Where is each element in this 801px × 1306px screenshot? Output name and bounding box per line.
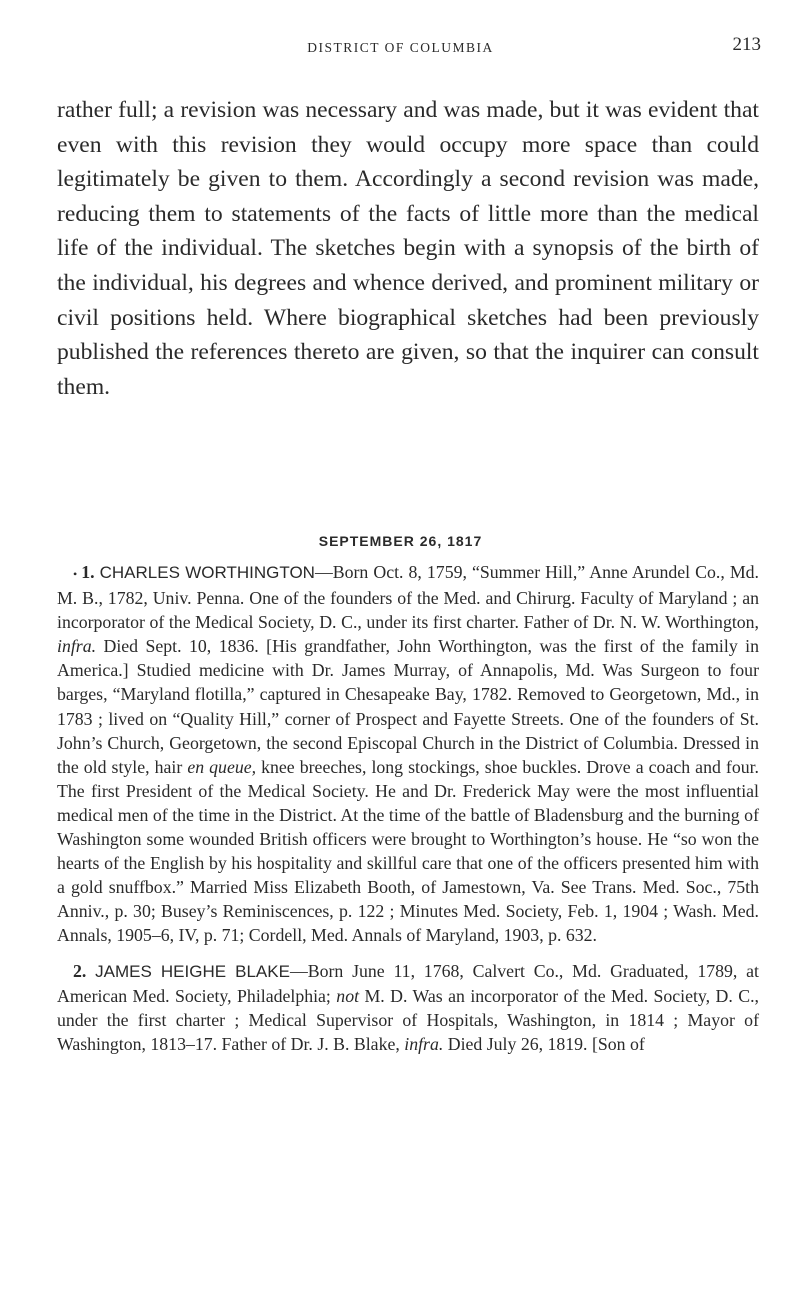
intro-text: rather full; a revision was necessary and was made, but it was evident that even with this revision they would occupy more space than could legitimately be given to them. Accordingly a second revision was made, reducing them to statements of the facts of little more than the medical life of the individual. The sketches begin with a synopsis of the birth of the individual, his degrees and whence derived, and prominent military or civil positions held. Where biographical sketches had been previously published the references thereto are given, so that the inquirer can consult them. [57, 97, 759, 400]
entry-name: JAMES HEIGHE BLAKE [95, 961, 290, 981]
entry-number: 1. [81, 562, 95, 582]
entry-italic: en queue, [187, 756, 257, 777]
entry-italic: infra. [57, 636, 97, 657]
entry-text: Died Sept. 10, 1836. [His grandfather, John Worthington, was the first of the family in America.] Studied medicine with Dr. James Murray, of Annapolis, Md. Was Surgeon to four barges, “Maryland flotilla,” captured in Chesapeake Bay, 1782. Removed to Georgetown, Md., in 1783 ; lived on “Quality Hill,” corner of Prospect and Fayette Streets. One of the founders of St. John’s Church, Georgetown, the second Episcopal Church in the District of Columbia. Dressed in the old style, hair [57, 636, 759, 777]
running-head: DISTRICT OF COLUMBIA [307, 40, 494, 55]
section-heading: SEPTEMBER 26, 1817 [318, 533, 483, 549]
entry-name: CHARLES WORTHINGTON [99, 563, 315, 582]
entry-text: Died July 26, 1819. [Son of [443, 1033, 645, 1054]
entry-text: —Born June 11, 1768, Calvert Co., Md. Graduated, 1789, at American Med. Society, Philadelphia; [57, 960, 759, 1006]
bullet-icon: • [73, 567, 78, 581]
biography-list [57, 560, 759, 1056]
entry-text: M. D. Was an incorporator of the Med. Society, D. C., under the first charter ; Medical Supervisor of Hospitals, Washington, in 1814 ; Mayor of Washington, 1813–17. Father of Dr. J. B. Blake, [57, 985, 759, 1054]
page-header [0, 34, 801, 64]
entry-italic: not [336, 985, 360, 1006]
page-number: 213 [732, 34, 761, 55]
entry-text: —Born Oct. 8, 1759, “Summer Hill,” Anne Arundel Co., Md. M. B., 1782, Univ. Penna. One of the founders of the Med. and Chirurg. Faculty of Maryland ; an incorporator of the Medical Society, D. C., under its first charter. Father of Dr. N. W. Worthington, [57, 562, 759, 633]
entry-italic: infra. [404, 1033, 444, 1054]
entry-number: 2. [73, 960, 87, 981]
biography-entry [57, 560, 759, 948]
biography-entry [57, 959, 759, 1056]
entry-text: knee breeches, long stockings, shoe buckles. Drove a coach and four. The first President of the Medical Society. He and Dr. Frederick May were the most influential medical men of the time in the District. At the time of the battle of Bladensburg and the burning of Washington some wounded British officers were brought to Worthington’s house. He “so won the hearts of the English by his hospitality and skillful care that one of the officers presented him with a gold snuffbox.” Married Miss Elizabeth Booth, of Jamestown, Va. See Trans. Med. Soc., 75th Anniv., p. 30; Busey’s Reminiscences, p. 122 ; Minutes Med. Society, Feb. 1, 1904 ; Wash. Med. Annals, 1905–6, IV, p. 71; Cordell, Med. Annals of Maryland, 1903, p. 632. [57, 756, 759, 946]
intro-paragraph [57, 93, 759, 404]
